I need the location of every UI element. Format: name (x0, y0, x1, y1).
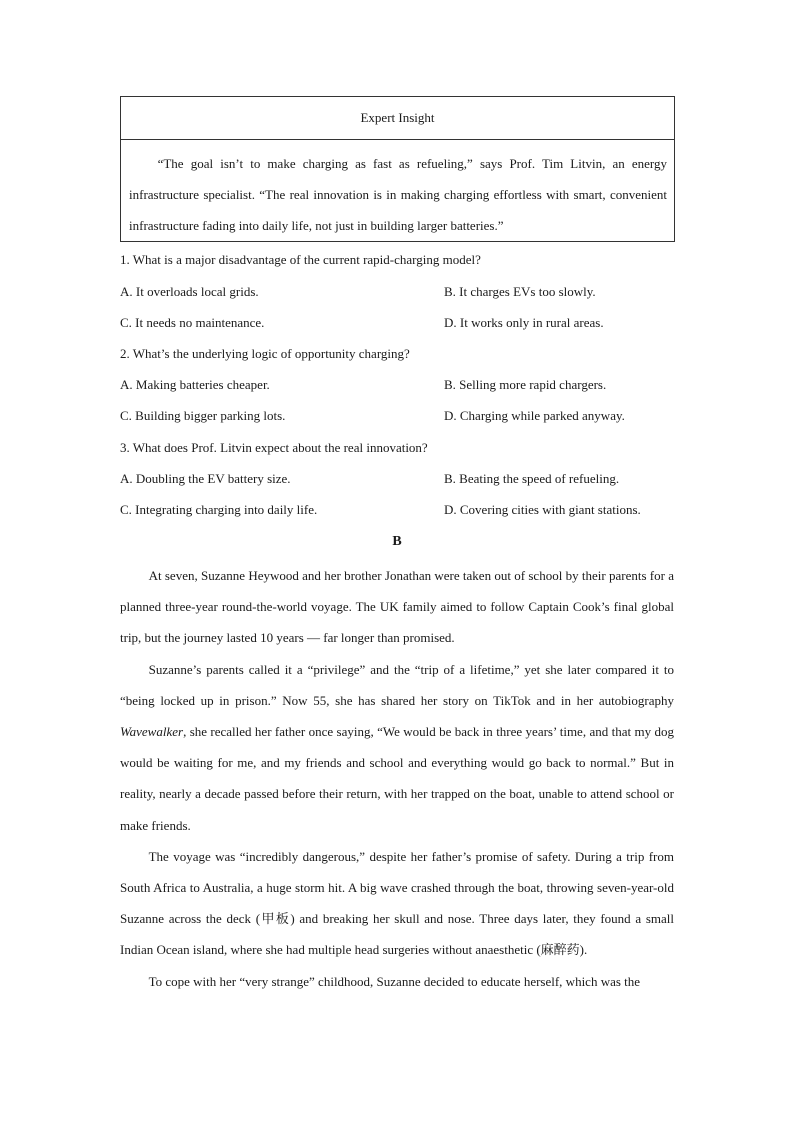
passage-paragraph-1: At seven, Suzanne Heywood and her brother Jonathan were taken out of school by their parents for a planned three-year round-the-world voyage. The UK family aimed to follow Captain Cook’s final global trip, but the journey lasted 10 years — far longer than promised. (120, 568, 674, 646)
question-1-option-b: B. It charges EVs too slowly. (444, 284, 596, 299)
question-2-option-b: B. Selling more rapid chargers. (444, 377, 607, 392)
paragraph-2-text-end: , she recalled her father once saying, “We would be back in three years’ time, and that my dog would be waiting for me, and my friends and school and everything would go back to normal.” But in reality, nearly a decade passed before their return, with her trapped on the boat, unable to attend school or make friends. (120, 724, 674, 833)
question-3-option-c: C. Integrating charging into daily life. (120, 502, 318, 517)
expert-insight-box (120, 96, 675, 242)
question-1-option-a: A. It overloads local grids. (120, 284, 259, 299)
question-2-option-c: C. Building bigger parking lots. (120, 408, 286, 423)
question-2-option-d: D. Charging while parked anyway. (444, 408, 625, 423)
expert-insight-title: Expert Insight (121, 97, 674, 140)
question-1-option-c: C. It needs no maintenance. (120, 315, 265, 330)
question-3-stem: 3. What does Prof. Litvin expect about the real innovation? (120, 440, 428, 455)
question-1-option-d: D. It works only in rural areas. (444, 315, 604, 330)
question-1-stem: 1. What is a major disadvantage of the current rapid-charging model? (120, 252, 481, 267)
passage-paragraph-3: The voyage was “incredibly dangerous,” despite her father’s promise of safety. During a trip from South Africa to Australia, a huge storm hit. A big wave crashed through the boat, throwing seven-year-old Suzanne across the deck (甲板) and breaking her skull and nose. Three days later, they found a small Indian Ocean island, where she had multiple head surgeries without anaesthetic (麻醉药). (120, 848, 674, 958)
section-label: B (392, 534, 402, 549)
question-2-option-a: A. Making batteries cheaper. (120, 377, 270, 392)
book-title: Wavewalker (120, 724, 184, 740)
question-3-option-b: B. Beating the speed of refueling. (444, 471, 620, 486)
paragraph-2-text-start: Suzanne’s parents called it a “privilege” and the “trip of a lifetime,” yet she later compared it to “being locked up in prison.” Now 55, she has shared her story on TikTok and in her autobiography (120, 661, 674, 708)
passage-paragraph-4: To cope with her “very strange” childhood, Suzanne decided to educate herself, which was the (148, 973, 641, 989)
passage-paragraph-2 (120, 654, 674, 841)
question-3-option-d: D. Covering cities with giant stations. (444, 502, 641, 517)
expert-insight-quote: “The goal isn’t to make charging as fast as refueling,” says Prof. Tim Litvin, an energy infrastructure specialist. “The real innovation is in making charging effortless with smart, convenient infrastructure fading into daily life, not just in building larger batteries.” (129, 156, 667, 233)
question-2-stem: 2. What’s the underlying logic of opportunity charging? (120, 346, 410, 361)
question-3-option-a: A. Doubling the EV battery size. (120, 471, 291, 486)
passage-b (120, 560, 674, 997)
